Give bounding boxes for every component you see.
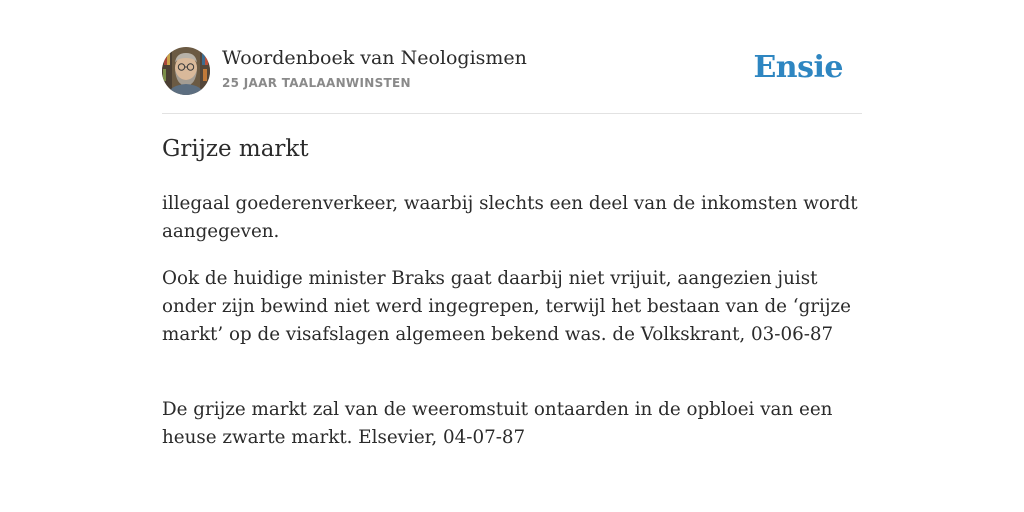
header bbox=[162, 46, 862, 96]
site-subtitle: 25 JAAR TAALAANWINSTEN bbox=[222, 76, 411, 90]
entry-quote-elsevier: De grijze markt zal van de weeromstuit ontaarden in de opbloei van een heuse zwarte markt. Elsevier, 04-07-87 bbox=[162, 399, 833, 448]
entry-definition: illegaal goederenverkeer, waarbij slechts een deel van de inkomsten wordt aangegeven. bbox=[162, 193, 858, 242]
brand-logo[interactable]: Ensie bbox=[753, 50, 843, 85]
header-divider bbox=[162, 113, 862, 114]
content-spacer bbox=[162, 368, 862, 396]
author-portrait-icon bbox=[162, 47, 210, 95]
entry-title: Grijze markt bbox=[162, 136, 309, 162]
entry-quote-volkskrant: Ook de huidige minister Braks gaat daarbij niet vrijuit, aangezien juist onder zijn bewind niet werd ingegrepen, terwijl het bestaan van de ‘grijze markt’ op de visafslagen algemeen bekend was. de Volkskrant, 03-06-87 bbox=[162, 268, 851, 345]
entry-content bbox=[162, 190, 862, 471]
page-container bbox=[162, 0, 862, 512]
avatar[interactable] bbox=[162, 47, 210, 95]
site-title[interactable]: Woordenboek van Neologismen bbox=[222, 47, 527, 69]
